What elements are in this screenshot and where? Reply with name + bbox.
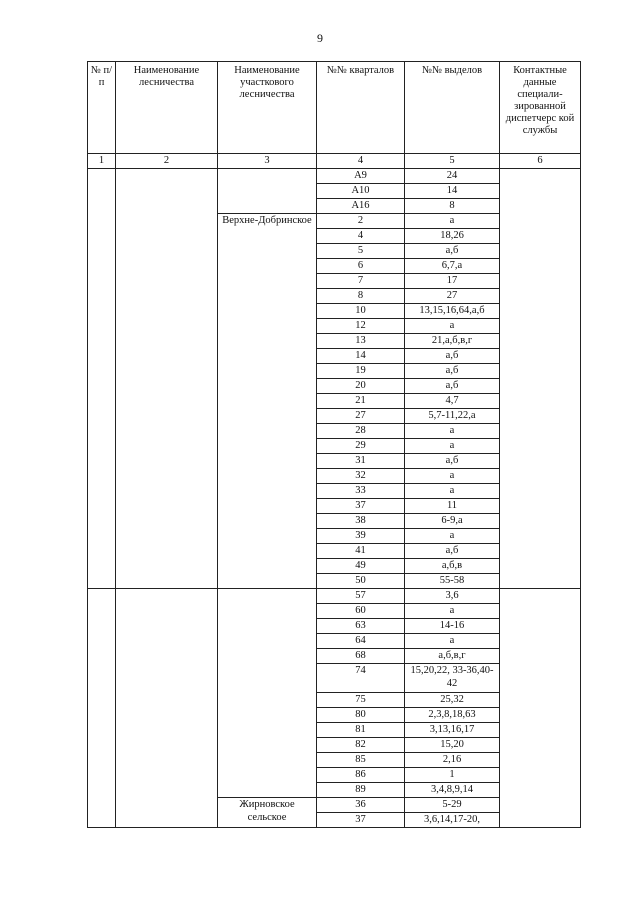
quarter-number: 68 <box>317 649 405 664</box>
allotment-numbers: 6,7,а <box>405 259 500 274</box>
column-number: 6 <box>500 154 581 169</box>
allotment-numbers: 14 <box>405 184 500 199</box>
allotment-numbers: 2,16 <box>405 753 500 768</box>
quarter-number: 10 <box>317 304 405 319</box>
allotment-numbers: 3,6 <box>405 589 500 604</box>
local-forestry-name <box>218 589 317 798</box>
row-number-cell <box>88 169 116 589</box>
quarter-number: 8 <box>317 289 405 304</box>
allotment-numbers: а <box>405 424 500 439</box>
contact-cell <box>500 169 581 589</box>
allotment-numbers: 18,26 <box>405 229 500 244</box>
quarter-number: 37 <box>317 499 405 514</box>
quarter-number: 28 <box>317 424 405 439</box>
allotment-numbers: а <box>405 484 500 499</box>
quarter-number: 38 <box>317 514 405 529</box>
allotment-numbers: а,б <box>405 364 500 379</box>
allotment-numbers: 13,15,16,64,а,б <box>405 304 500 319</box>
quarter-number: 5 <box>317 244 405 259</box>
allotment-numbers: 8 <box>405 199 500 214</box>
allotment-numbers: 24 <box>405 169 500 184</box>
column-number: 3 <box>218 154 317 169</box>
quarter-number: 4 <box>317 229 405 244</box>
quarter-number: 50 <box>317 574 405 589</box>
forestry-table <box>87 61 581 828</box>
forestry-cell <box>116 589 218 828</box>
allotment-numbers: 3,13,16,17 <box>405 723 500 738</box>
header-cell: Контактные данные специали-зированной диспетчерс кой службы <box>500 62 581 154</box>
allotment-numbers: 6-9,а <box>405 514 500 529</box>
header-cell: №№ кварталов <box>317 62 405 154</box>
column-number: 4 <box>317 154 405 169</box>
quarter-number: 75 <box>317 693 405 708</box>
allotment-numbers: 5-29 <box>405 798 500 813</box>
allotment-numbers: 15,20,22, 33-36,40-42 <box>405 664 500 693</box>
allotment-numbers: 15,20 <box>405 738 500 753</box>
quarter-number: А16 <box>317 199 405 214</box>
quarter-number: 82 <box>317 738 405 753</box>
quarter-number: 60 <box>317 604 405 619</box>
quarter-number: А10 <box>317 184 405 199</box>
allotment-numbers: 17 <box>405 274 500 289</box>
allotment-numbers: 55-58 <box>405 574 500 589</box>
allotment-numbers: 3,4,8,9,14 <box>405 783 500 798</box>
allotment-numbers: а <box>405 604 500 619</box>
quarter-number: 27 <box>317 409 405 424</box>
quarter-number: 85 <box>317 753 405 768</box>
column-number: 2 <box>116 154 218 169</box>
column-number: 5 <box>405 154 500 169</box>
quarter-number: 32 <box>317 469 405 484</box>
quarter-number: 6 <box>317 259 405 274</box>
quarter-number: 80 <box>317 708 405 723</box>
allotment-numbers: а <box>405 634 500 649</box>
table-row <box>88 589 581 604</box>
table-row <box>88 169 581 184</box>
allotment-numbers: а,б <box>405 244 500 259</box>
allotment-numbers: а,б <box>405 379 500 394</box>
quarter-number: 31 <box>317 454 405 469</box>
quarter-number: 19 <box>317 364 405 379</box>
allotment-numbers: а <box>405 319 500 334</box>
quarter-number: 89 <box>317 783 405 798</box>
allotment-numbers: 4,7 <box>405 394 500 409</box>
allotment-numbers: а <box>405 214 500 229</box>
local-forestry-name: Жирновское сельское <box>218 798 317 828</box>
allotment-numbers: 5,7-11,22,а <box>405 409 500 424</box>
local-forestry-name: Верхне-Добринское <box>218 214 317 589</box>
forestry-cell <box>116 169 218 589</box>
quarter-number: 63 <box>317 619 405 634</box>
quarter-number: 86 <box>317 768 405 783</box>
column-number-row <box>88 154 581 169</box>
quarter-number: 49 <box>317 559 405 574</box>
allotment-numbers: а <box>405 469 500 484</box>
quarter-number: 14 <box>317 349 405 364</box>
allotment-numbers: а,б <box>405 454 500 469</box>
quarter-number: 39 <box>317 529 405 544</box>
quarter-number: 21 <box>317 394 405 409</box>
page-number: 9 <box>317 31 323 45</box>
allotment-numbers: 2,3,8,18,63 <box>405 708 500 723</box>
allotment-numbers: а <box>405 439 500 454</box>
allotment-numbers: 1 <box>405 768 500 783</box>
quarter-number: 36 <box>317 798 405 813</box>
allotment-numbers: а,б <box>405 349 500 364</box>
quarter-number: 2 <box>317 214 405 229</box>
quarter-number: 64 <box>317 634 405 649</box>
header-cell: №№ выделов <box>405 62 500 154</box>
row-number-cell <box>88 589 116 828</box>
quarter-number: 12 <box>317 319 405 334</box>
quarter-number: 81 <box>317 723 405 738</box>
allotment-numbers: 27 <box>405 289 500 304</box>
table-section-1 <box>88 169 581 589</box>
local-forestry-name <box>218 169 317 214</box>
quarter-number: 74 <box>317 664 405 693</box>
allotment-numbers: а,б,в <box>405 559 500 574</box>
allotment-numbers: 11 <box>405 499 500 514</box>
allotment-numbers: а,б,в,г <box>405 649 500 664</box>
allotment-numbers: 25,32 <box>405 693 500 708</box>
header-cell: № п/п <box>88 62 116 154</box>
allotment-numbers: а <box>405 529 500 544</box>
allotment-numbers: а,б <box>405 544 500 559</box>
contact-cell <box>500 589 581 828</box>
quarter-number: 7 <box>317 274 405 289</box>
header-cell: Наименование лесничества <box>116 62 218 154</box>
allotment-numbers: 3,6,14,17-20, <box>405 813 500 828</box>
quarter-number: 13 <box>317 334 405 349</box>
quarter-number: А9 <box>317 169 405 184</box>
quarter-number: 20 <box>317 379 405 394</box>
allotment-numbers: 14-16 <box>405 619 500 634</box>
quarter-number: 33 <box>317 484 405 499</box>
quarter-number: 29 <box>317 439 405 454</box>
table-section-2 <box>88 589 581 828</box>
quarter-number: 57 <box>317 589 405 604</box>
header-cell: Наименование участкового лесничества <box>218 62 317 154</box>
header-row <box>88 62 581 154</box>
quarter-number: 37 <box>317 813 405 828</box>
allotment-numbers: 21,а,б,в,г <box>405 334 500 349</box>
column-number: 1 <box>88 154 116 169</box>
quarter-number: 41 <box>317 544 405 559</box>
